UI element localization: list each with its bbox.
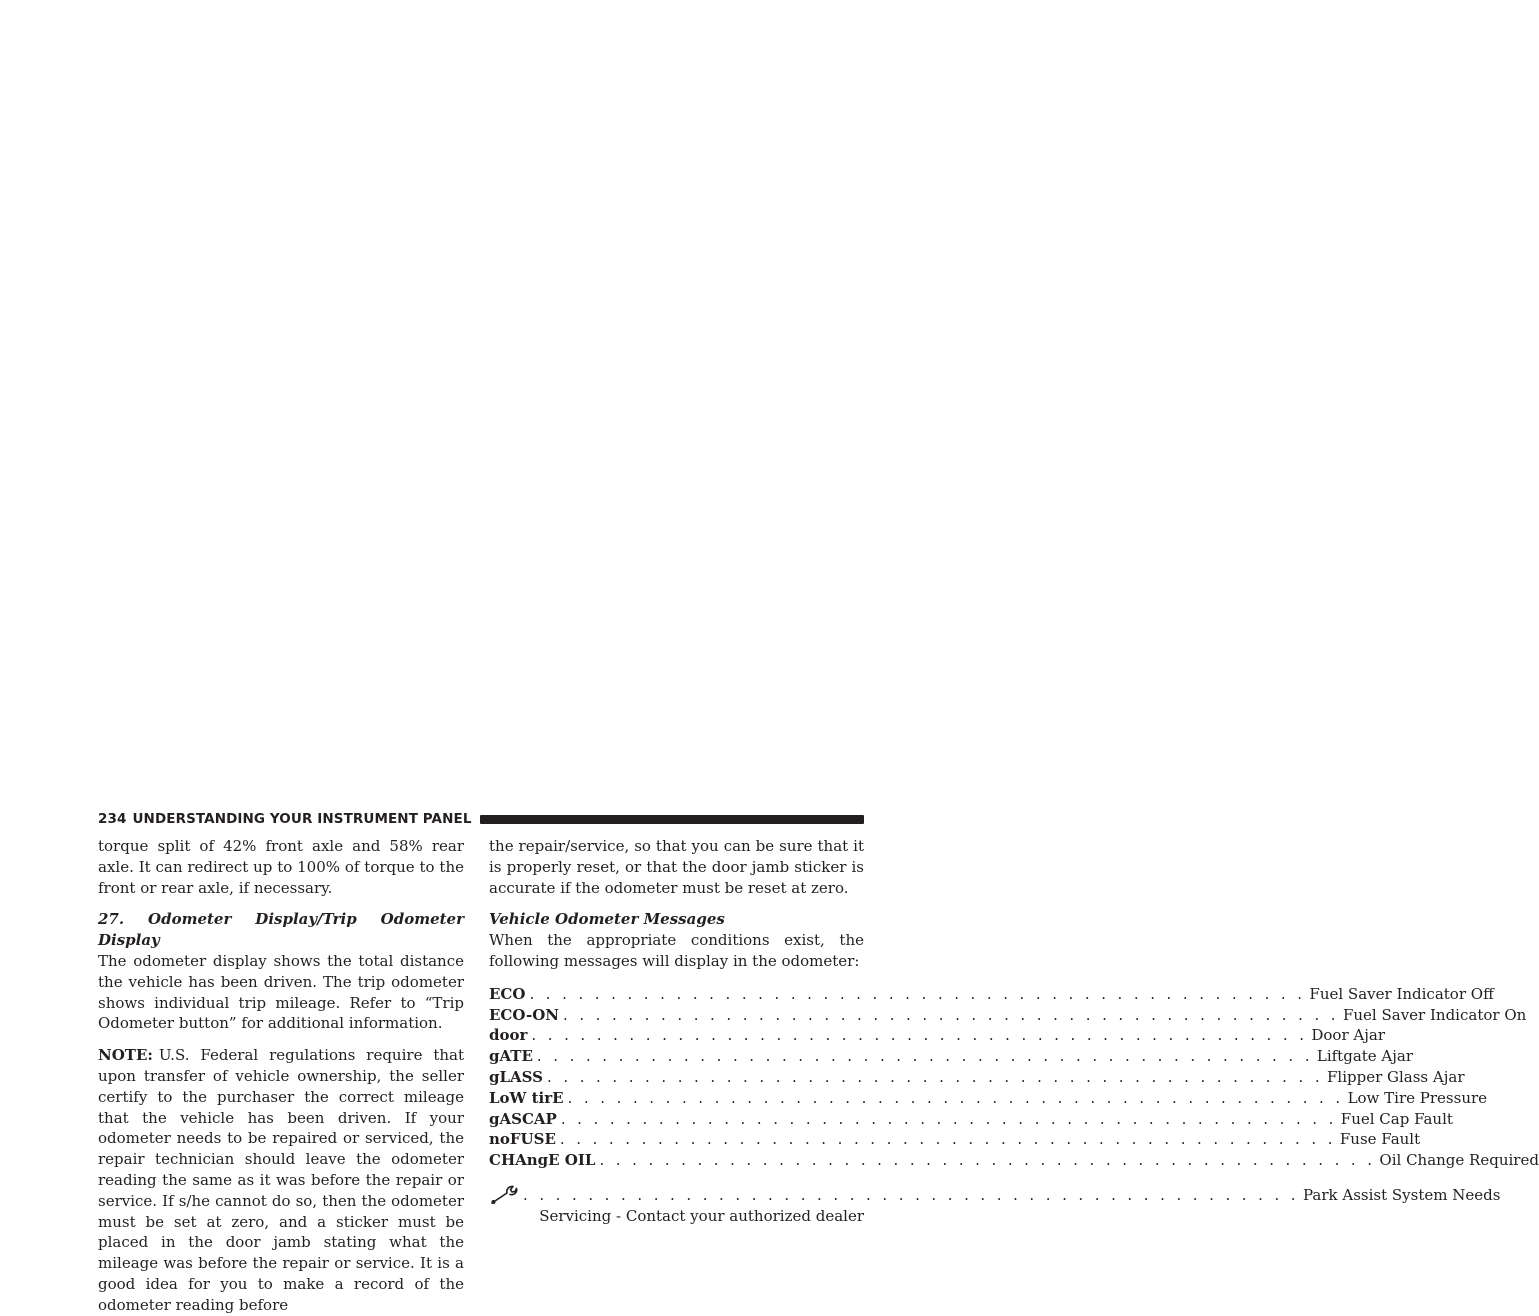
paragraph-messages-intro: When the appropriate conditions exist, the following messages will display in the odometer:	[489, 931, 864, 970]
dot-leader: . . . . . . . . . . . . . . . . . . . . . . . . . . . . . . . . . . . . . . . . . . . . . . . .	[599, 1151, 1376, 1170]
message-code: ECO-ON	[489, 1005, 559, 1024]
paragraph-torque-split: torque split of 42% front axle and 58% rear axle. It can redirect up to 100% of torque to the front or rear axle, if necessary.	[98, 837, 464, 897]
dot-leader: . . . . . . . . . . . . . . . . . . . . . . . . . . . . . . . . . . . . . . . . . . . . . . . .	[536, 1047, 1313, 1066]
message-code: ECO	[489, 984, 526, 1003]
message-description: Fuse Fault	[1339, 1130, 1421, 1149]
dot-leader: . . . . . . . . . . . . . . . . . . . . . . . . . . . . . . . . . . . . . . . . . . . . . . . .	[531, 1026, 1308, 1045]
page-number: 234	[98, 811, 127, 827]
message-code: noFUSE	[489, 1130, 556, 1149]
message-row	[489, 1150, 1539, 1171]
dot-leader: . . . . . . . . . . . . . . . . . . . . . . . . . . . . . . . . . . . . . . . . . . . . . . . .	[547, 1067, 1323, 1086]
message-description: Flipper Glass Ajar	[1326, 1067, 1465, 1086]
wrench-icon	[489, 1184, 519, 1206]
message-description: Liftgate Ajar	[1316, 1047, 1414, 1066]
message-row	[489, 1109, 1453, 1130]
right-column	[489, 836, 1539, 1227]
message-code: CHAngE OIL	[489, 1151, 596, 1170]
dot-leader: . . . . . . . . . . . . . . . . . . . . . . . . . . . . . . . . . . . . . . . . . . . . . . . .	[560, 1109, 1337, 1128]
message-row	[489, 1005, 1527, 1026]
message-code: gLASS	[489, 1067, 544, 1086]
dot-leader: . . . . . . . . . . . . . . . . . . . . . . . . . . . . . . . . . . . . . . . . . . . . . . . .	[523, 1185, 1299, 1204]
message-row	[489, 1067, 1465, 1088]
wrench-message	[489, 1185, 1501, 1227]
dot-leader: . . . . . . . . . . . . . . . . . . . . . . . . . . . . . . . . . . . . . . . . . . . . . . . .	[529, 984, 1306, 1003]
paragraph-repair-continued: the repair/service, so that you can be sure that it is properly reset, or that the door jamb sticker is accurate if the odometer must be reset at zero.	[489, 837, 864, 897]
wrench-message-row	[489, 1185, 1501, 1206]
message-row	[489, 1088, 1488, 1109]
dot-leader: . . . . . . . . . . . . . . . . . . . . . . . . . . . . . . . . . . . . . . . . . . . . . . . .	[563, 1005, 1339, 1024]
wrench-description-line1: Park Assist System Needs	[1302, 1185, 1501, 1204]
message-row	[489, 1046, 1414, 1067]
message-code: LoW tirE	[489, 1088, 564, 1107]
message-description: Fuel Cap Fault	[1340, 1109, 1453, 1128]
message-description: Fuel Saver Indicator Off	[1309, 984, 1494, 1003]
section-heading-odometer: 27. Odometer Display/Trip Odometer Display	[98, 910, 464, 950]
wrench-description-line2: Servicing - Contact your authorized dealer	[539, 1206, 864, 1225]
section-title: UNDERSTANDING YOUR INSTRUMENT PANEL	[132, 811, 472, 827]
message-description: Low Tire Pressure	[1347, 1088, 1488, 1107]
message-row	[489, 1129, 1421, 1150]
message-description: Fuel Saver Indicator On	[1342, 1005, 1527, 1024]
message-code: gASCAP	[489, 1109, 557, 1128]
message-row	[489, 984, 1494, 1005]
message-code: door	[489, 1026, 528, 1045]
message-description: Oil Change Required	[1379, 1151, 1539, 1170]
section-heading-messages: Vehicle Odometer Messages	[489, 910, 725, 929]
note-text: U.S. Federal regulations require that upon transfer of vehicle ownership, the seller certify to the purchaser the correct mileage that the vehicle has been driven. If your odometer needs to be repaired or serviced, the repair technician should leave the odometer reading the same as it was before the repair or service. If s/he cannot do so, then the odometer must be set at zero, and a sticker must be placed in the door jamb stating what the mileage was before the repair or service. It is a good idea for you to make a record of the odometer reading before	[98, 1046, 464, 1314]
message-list	[489, 984, 1539, 1171]
note-label: NOTE:	[98, 1046, 153, 1065]
message-row	[489, 1025, 1385, 1046]
page-header	[98, 810, 864, 828]
paragraph-odometer: The odometer display shows the total distance the vehicle has been driven. The trip odometer shows individual trip mileage. Refer to “Trip Odometer button” for additional information.	[98, 951, 464, 1033]
note-paragraph	[98, 1045, 464, 1315]
dot-leader: . . . . . . . . . . . . . . . . . . . . . . . . . . . . . . . . . . . . . . . . . . . . . . . .	[559, 1130, 1336, 1149]
message-code: gATE	[489, 1047, 533, 1066]
message-description: Door Ajar	[1311, 1026, 1385, 1045]
header-rule	[480, 815, 864, 824]
left-column	[98, 836, 464, 1316]
dot-leader: . . . . . . . . . . . . . . . . . . . . . . . . . . . . . . . . . . . . . . . . . . . . . . . .	[567, 1088, 1344, 1107]
